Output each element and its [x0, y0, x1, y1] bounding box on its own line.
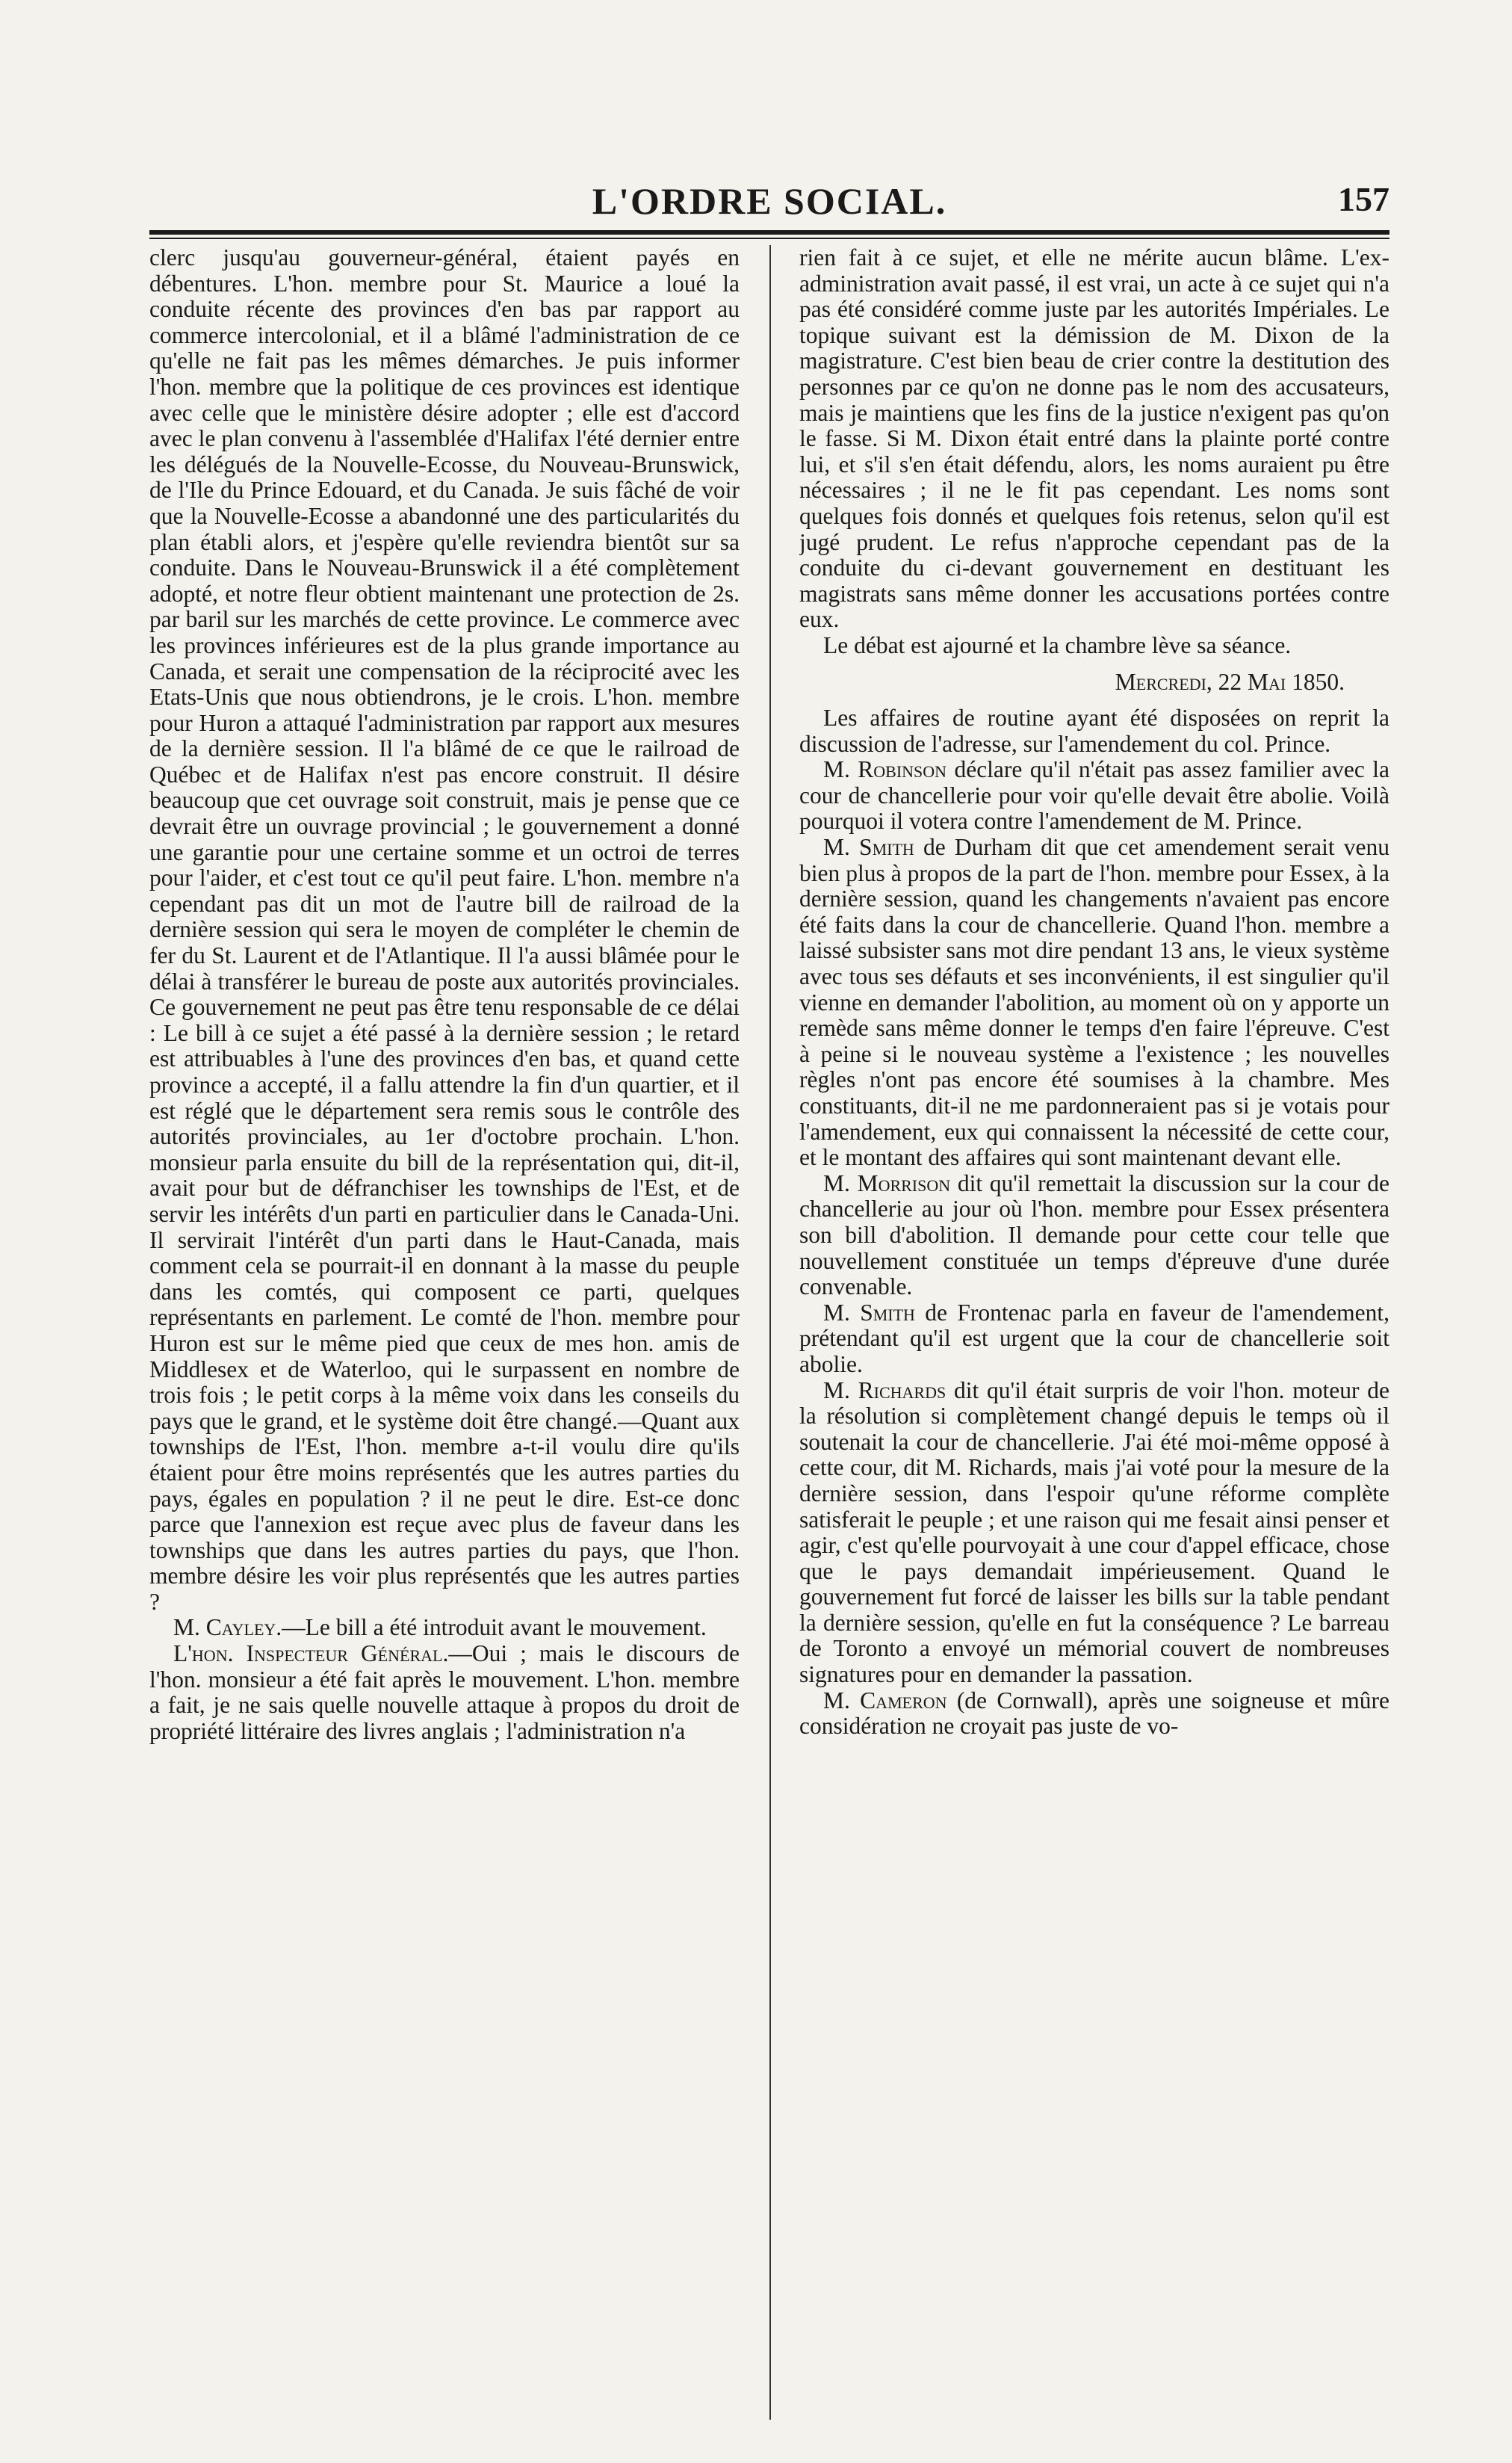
- running-title: L'ORDRE SOCIAL.: [592, 180, 947, 222]
- right-paragraph-3: Les affaires de routine ayant été disposées on reprit la discussion de l'adresse, sur l'amendement du col. Prince.: [799, 705, 1389, 757]
- speech-text: dit qu'il était surpris de voir l'hon. moteur de la résolution si complètement changé depuis le temps où il soutenait la cour de chancellerie. J'ai été moi-même opposé à cette cour, dit M. Richards, mais j'ai voté pour la mesure de la dernière session, dans l'espoir qu'une réforme complète satisferait le peuple ; et une raison qui me fesait ainsi penser et agir, c'est qu'elle pourvoyait à une cour d'appel efficace, chose que le pays demandait impérieusement. Quand le gouvernement fut forcé de laisser les bills sur la table pendant la dernière session, qu'elle en fut la conséquence ? Le barreau de Toronto a envoyé un mémorial couvert de nombreuses signatures pour en demander la passation.: [799, 1376, 1389, 1688]
- right-paragraph-8: [799, 1378, 1389, 1688]
- page-header: [149, 179, 1389, 232]
- left-paragraph-1: clerc jusqu'au gouverneur-général, étaient payés en débentures. L'hon. membre pour St. Maurice a loué la conduite récente des provinces d'en bas par rapport au commerce intercolonial, et il a blâmé l'administration de ce qu'elle ne fait pas les mêmes démarches. Je puis informer l'hon. membre que la politique de ces provinces est identique avec celle que le ministère désire adopter ; elle est d'accord avec le plan convenu à l'assemblée d'Halifax l'été dernier entre les délégués de la Nouvelle-Ecosse, du Nouveau-Brunswick, de l'Ile du Prince Edouard, et du Canada. Je suis fâché de voir que la Nouvelle-Ecosse a abandonné une des particularités du plan établi alors, et j'espère qu'elle reviendra bientôt sur sa conduite. Dans le Nouveau-Brunswick il a été complètement adopté, et notre fleur obtient maintenant une protection de 2s. par baril sur les marchés de cette province. Le commerce avec les provinces inférieures est de la plus grande importance au Canada, et serait une compensation de la réciprocité avec les Etats-Unis que nous obtiendrons, je le crois. L'hon. membre pour Huron a attaqué l'administration par rapport aux mesures de la dernière session. Il l'a blâmé de ce que le railroad de Québec et de Halifax n'est pas encore construit. Il désire beaucoup que cet ouvrage soit construit, mais je pense que ce devrait être un ouvrage provincial ; le gouvernement a donné une garantie pour une certaine somme et un octroi de terres pour l'aider, et c'est tout ce qu'il peut faire. L'hon. membre n'a cependant pas dit un mot de l'autre bill de railroad de la dernière session qui sera le moyen de compléter le chemin de fer du St. Laurent et de l'Atlantique. Il l'a aussi blâmée pour le délai à transférer le bureau de poste aux autorités provinciales. Ce gouvernement ne peut pas être tenu responsable de ce délai : Le bill à ce sujet a été passé à la dernière session ; le retard est attribuables à l'une des provinces d'en bas, et quand cette province a accepté, il a fallu attendre la fin d'un quartier, et il est réglé que le département sera remis sous le contrôle des autorités provinciales, au 1er d'octobre prochain. L'hon. monsieur parla ensuite du bill de la représentation qui, dit-il, avait pour but de défranchiser les townships de l'Est, et de servir les intérêts d'un parti en particulier dans le Canada-Uni. Il servirait l'intérêt d'un parti dans le Haut-Canada, mais comment cela se pourrait-il en donnant à la masse du peuple dans les comtés, qui composent ce parti, quelques représentants en parlement. Le comté de l'hon. membre pour Huron est sur le même pied que ceux de mes hon. amis de Middlesex et de Waterloo, qui le surpassent en nombre de trois fois ; le petit corps à la même voix dans les conseils du pays que le grand, et le système doit être changé.—Quant aux townships de l'Est, l'hon. membre a-t-il voulu dire qu'ils étaient pour être moins représentés que les autres parties du pays, égales en population ? il ne peut le dire. Est-ce donc parce que l'annexion est reçue avec plus de faveur dans les townships que dans les autres parties du pays, que l'hon. membre désire les voir plus représentés que les autres parties ?: [149, 245, 740, 1615]
- right-paragraph-1: rien fait à ce sujet, et elle ne mérite aucun blâme. L'ex-administration avait passé, il est vrai, un acte à ce sujet qui n'a pas été considéré comme juste par les autorités Impériales. Le topique suivant est la démission de M. Dixon de la magistrature. C'est bien beau de crier contre la destitution des personnes par ce qu'on ne donne pas le nom des accusateurs, mais je maintiens que les fins de la justice n'exigent pas qu'on le fasse. Si M. Dixon était entré dans la plainte porté contre lui, et s'il s'en était défendu, alors, les noms auraient pu être nécessaires ; il ne le fit pas cependant. Les noms sont quelques fois donnés et quelques fois retenus, selon qu'il est jugé prudent. Le refus n'approche cependant pas de la conduite du ci-devant gouvernement en destituant les magistrats sans même donner les accusations portées contre eux.: [799, 245, 1389, 633]
- left-column: [149, 245, 740, 2435]
- speaker-name: L'hon. Inspecteur Général.: [173, 1640, 449, 1667]
- speaker-name: M. Smith: [823, 1299, 915, 1326]
- left-paragraph-2: [149, 1615, 740, 1641]
- right-paragraph-4: [799, 757, 1389, 835]
- speaker-name: M. Cameron: [823, 1687, 947, 1713]
- speech-text: déclare qu'il n'était pas assez familier avec la cour de chancellerie pour voir qu'elle devait être abolie. Voilà pourquoi il votera contre l'amendement de M. Prince.: [799, 756, 1389, 835]
- right-paragraph-6: [799, 1171, 1389, 1300]
- speaker-name: M. Robinson: [823, 756, 947, 783]
- right-paragraph-2: Le débat est ajourné et la chambre lève sa séance.: [823, 631, 1292, 658]
- header-rule-thin: [149, 238, 1389, 239]
- header-rule-thick: [149, 230, 1389, 235]
- dateline: Mercredi, 22 Mai 1850.: [1115, 668, 1345, 695]
- speech-text: de Durham dit que cet amendement serait venu bien plus à propos de la part de l'hon. membre pour Essex, à la dernière session, quand les changements n'avaient pas encore été faits dans la cour de chancellerie. Quand l'hon. membre a laissé subsister sans mot dire pendant 13 ans, le vieux système avec tous ses défauts et ses inconvénients, il est singulier qu'il vienne en demander l'abolition, au moment où on y apporte un remède sans même donner le temps d'en faire l'épreuve. C'est à peine si le nouveau système a l'existence ; les nouvelles règles n'ont pas encore été soumises à la chambre. Mes constituants, dit-il ne me pardonneraient pas si je votais pour l'amendement, eux qui connaissent la nécessité de cette cour, et le montant des affaires qui sont maintenant devant elle.: [799, 834, 1389, 1171]
- right-column: [799, 245, 1389, 2435]
- right-paragraph-9: [799, 1688, 1389, 1740]
- speech-text: dit qu'il remettait la discussion sur la cour de chancellerie au jour où l'hon. membre pour Essex présentera son bill d'abolition. Il demande pour cette cour telle que nouvellement constituée un temps d'épreuve d'une durée convenable.: [799, 1169, 1389, 1300]
- speech-text: —Le bill a été introduit avant le mouvement.: [282, 1614, 707, 1641]
- left-paragraph-3: [149, 1641, 740, 1744]
- speech-text: —Oui ; mais le discours de l'hon. monsieur a été fait après le mouvement. L'hon. membre a fait, je ne sais quelle nouvelle attaque à propos du droit de propriété littéraire des livres anglais ; l'administration n'a: [149, 1640, 740, 1744]
- page-number: 157: [1338, 180, 1389, 218]
- speech-text: (de Cornwall), après une soigneuse et mûre considération ne croyait pas juste de vo-: [799, 1687, 1389, 1740]
- speaker-name: M. Morrison: [823, 1169, 951, 1196]
- column-divider: [769, 245, 771, 2420]
- speech-text: de Frontenac parla en faveur de l'amendement, prétendant qu'il est urgent que la cour de chancellerie soit abolie.: [799, 1299, 1389, 1377]
- speaker-name: M. Cayley.: [173, 1614, 282, 1641]
- speaker-name: M. Smith: [823, 834, 914, 861]
- right-paragraph-7: [799, 1300, 1389, 1378]
- right-paragraph-5: [799, 835, 1389, 1171]
- speaker-name: M. Richards: [823, 1376, 946, 1403]
